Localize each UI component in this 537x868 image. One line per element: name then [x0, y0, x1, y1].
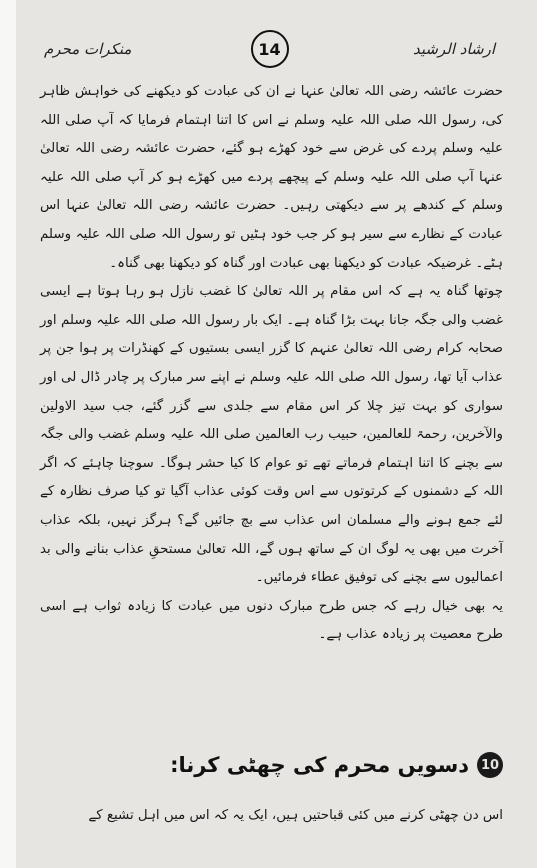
paragraph-4-start: اس دن چھٹی کرنے میں کئی قباحتیں ہیں، ایک یہ کہ اس میں اہل تشیع کے: [88, 808, 503, 823]
page-number: 14: [251, 30, 289, 68]
page-header: [22, 26, 517, 70]
section-number-badge: 10: [477, 752, 503, 778]
header-chapter-title: منکرات محرم: [44, 40, 132, 58]
section-heading: [40, 752, 503, 778]
page-body: [40, 78, 503, 650]
header-book-title: ارشاد الرشید: [413, 40, 495, 58]
page-margin: [0, 0, 16, 868]
paragraph-3: یہ بھی خیال رہے کہ جس طرح مبارک دنوں میں عبادت کا زیادہ ثواب ہے اسی طرح معصیت پر زیادہ عذاب ہے۔: [40, 598, 503, 643]
paragraph-2: چوتھا گناہ یہ ہے کہ اس مقام پر اللہ تعالیٰ کا غضب نازل ہو رہا ہوتا ہے ایسی غضب والی جگہ جانا بہت بڑا گناہ ہے۔ ایک بار رسول اللہ صلی اللہ علیہ وسلم اور صحابہ کرام رضی اللہ تعالیٰ عنہم کا گزر ایسی بستیوں کے کھنڈرات پر ہوا جن پر عذاب آیا تھا، رسول اللہ صلی اللہ علیہ وسلم نے اپنے سر مبارک پر چادر ڈال لی اور سواری کو بہت تیز چلا کر اس مقام سے جلدی سے گزر گئے، جب سید الاولین والآخرین، رحمۃ للعالمین، حبیب رب العالمین صلی اللہ علیہ وسلم غضب والی جگہ سے بچنے کا اتنا اہتمام فرماتے تھے تو عوام کا کیا حشر ہوگا۔ سوچنا چاہئے کہ اگر اللہ کے دشمنوں کے کرتوتوں سے اس وقت کوئی عذاب آگیا تو کیا صرف نظارہ کے لئے جمع ہونے والے مسلمان اس عذاب سے بچ جائیں گے؟ ہرگز نہیں، بلکہ عذاب آخرت میں بھی یہ لوگ ان کے ساتھ ہوں گے، اللہ تعالیٰ مستحقِ عذاب بنانے والی بد اعمالیوں سے بچنے کی توفیق عطاء فرمائیں۔: [40, 284, 503, 586]
paragraph-1: حضرت عائشہ رضی اللہ تعالیٰ عنہا نے ان کی عبادت کو دیکھنے کی خواہش ظاہر کی، رسول اللہ صلی اللہ علیہ وسلم نے اس کا اتنا اہتمام فرمایا کہ آپ صلی اللہ علیہ وسلم پردے کی غرض سے خود کھڑے ہو گئے، حضرت عائشہ رضی اللہ تعالیٰ عنہا آپ صلی اللہ علیہ وسلم کے پیچھے پردے میں کھڑے ہو کر آپ صلی اللہ علیہ وسلم کے کندھے پر سے دیکھتی رہیں۔ حضرت عائشہ رضی اللہ تعالیٰ عنہا اس عبادت کے نظارے سے سیر ہو کر جب خود ہٹیں تو رسول اللہ صلی اللہ علیہ وسلم ہٹے۔ غرضیکہ عبادت کو دیکھنا بھی عبادت اور گناہ کو دیکھنا بھی گناہ۔: [40, 84, 503, 271]
section-heading-text: دسویں محرم کی چھٹی کرنا:: [170, 753, 469, 777]
